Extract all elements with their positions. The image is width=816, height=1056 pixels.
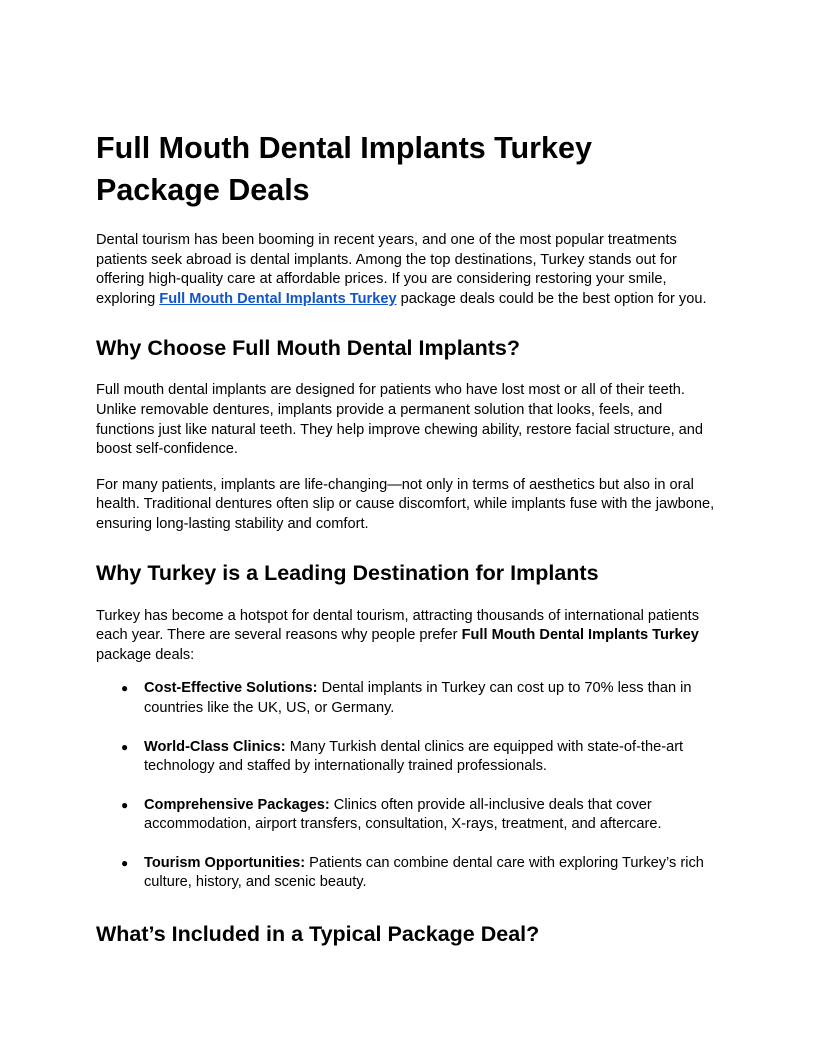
intro-text-after-link: package deals could be the best option for you.: [396, 290, 707, 307]
list-item-label: Tourism Opportunities:: [144, 854, 306, 871]
bullet-icon: ●: [121, 681, 129, 696]
heading-whats-included: What’s Included in a Typical Package Deal?: [96, 922, 540, 947]
bullet-icon: ●: [121, 797, 129, 812]
document-title: [96, 127, 720, 211]
why-turkey-bold-phrase: Full Mouth Dental Implants Turkey: [461, 627, 699, 644]
bullet-icon: ●: [121, 855, 129, 870]
implants-turkey-link[interactable]: Full Mouth Dental Implants Turkey: [159, 290, 397, 307]
why-turkey-paragraph: [96, 607, 720, 666]
reasons-list: [96, 679, 720, 893]
why-choose-paragraph-1: Full mouth dental implants are designed for patients who have lost most or all of their teeth. Unlike removable dentures, implants provide a permanent solution that looks, feels, and functions just like natural teeth. They help improve chewing ability, restore facial structure, and boost self-confidence.: [96, 382, 704, 458]
intro-paragraph: [96, 231, 720, 309]
list-item-text: Dental implants in Turkey can cost up to 70% less than in countries like the UK, US, or Germany.: [144, 680, 692, 716]
title-line-1: Full Mouth Dental Implants Turkey: [96, 131, 592, 165]
heading-why-turkey: Why Turkey is a Leading Destination for Implants: [96, 560, 599, 585]
list-item-text: Patients can combine dental care with exploring Turkey’s rich culture, history, and scenic beauty.: [144, 854, 704, 891]
list-item-text: Clinics often provide all-inclusive deals that cover accommodation, airport transfers, consultation, X-rays, treatment, and aftercare.: [144, 796, 662, 833]
why-choose-paragraph-2: For many patients, implants are life-changing—not only in terms of aesthetics but also in oral health. Traditional dentures often slip or cause discomfort, while implants fuse with the jawbone, ensuring long-lasting stability and comfort.: [96, 476, 715, 532]
title-line-2: Package Deals: [96, 173, 310, 207]
list-item-label: Cost-Effective Solutions:: [144, 680, 318, 697]
list-item-label: Comprehensive Packages:: [144, 796, 330, 813]
list-item: [121, 796, 720, 835]
intro-text-before-link: Dental tourism has been booming in recent years, and one of the most popular treatments patients seek abroad is dental implants. Among the top destinations, Turkey stands out for offering high-quality care at affordable prices. If you are considering restoring your smile, exploring: [96, 232, 677, 307]
list-item: [121, 854, 720, 893]
why-turkey-text-after-bold: package deals:: [96, 646, 195, 663]
list-item: [121, 679, 720, 718]
list-item-label: World-Class Clinics:: [144, 738, 286, 755]
bullet-icon: ●: [121, 739, 129, 754]
list-item: [121, 738, 720, 777]
why-turkey-text-before-bold: Turkey has become a hotspot for dental tourism, attracting thousands of international patients each year. There are several reasons why people prefer: [96, 607, 700, 644]
list-item-text: Many Turkish dental clinics are equipped with state-of-the-art technology and staffed by internationally trained professionals.: [144, 738, 684, 775]
heading-why-choose: Why Choose Full Mouth Dental Implants?: [96, 336, 521, 361]
